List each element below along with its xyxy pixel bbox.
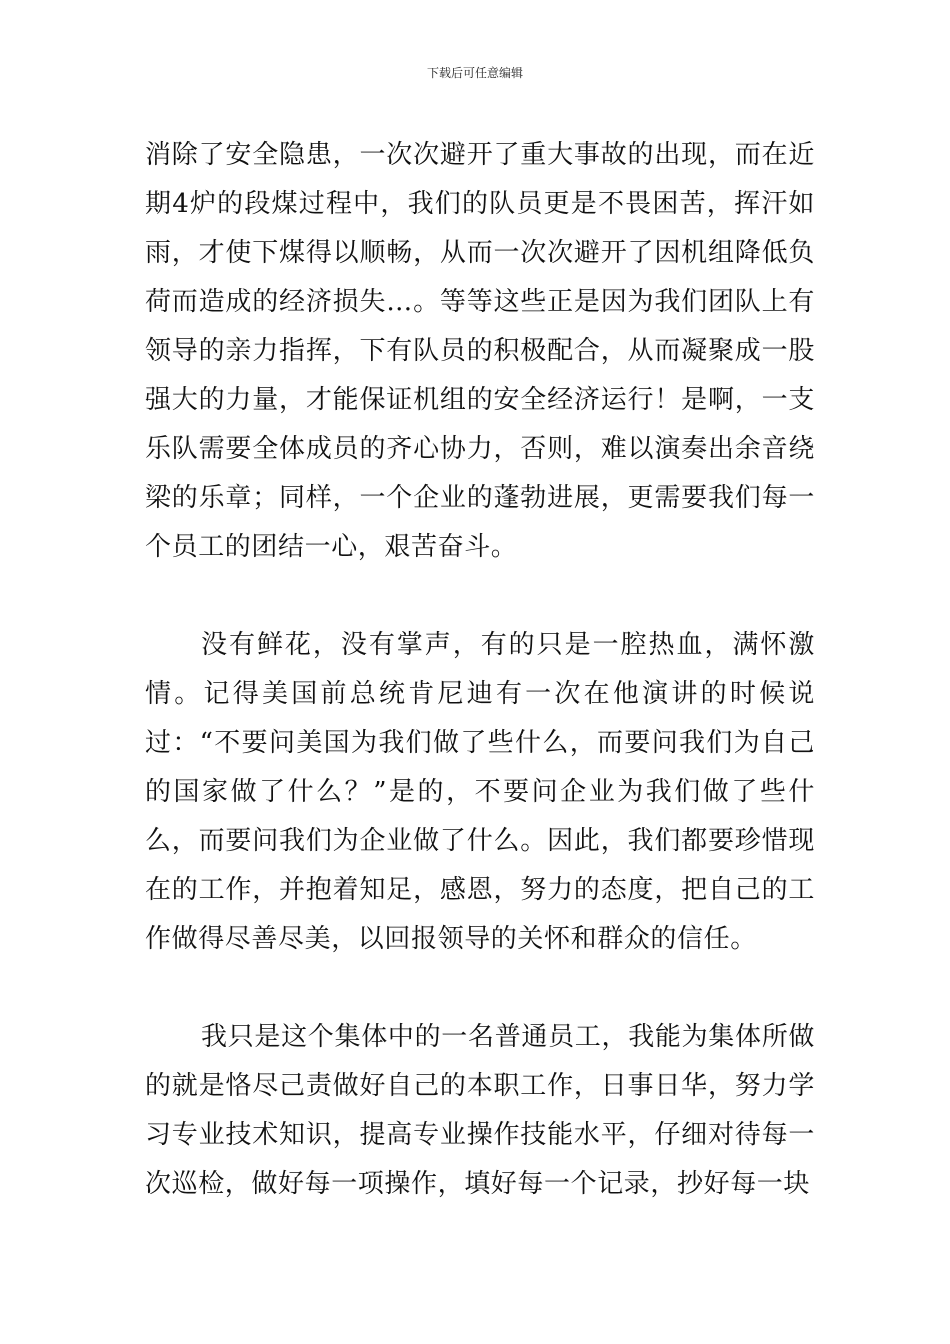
paragraph-spacer	[145, 964, 815, 1013]
document-body	[145, 131, 815, 1209]
paragraph-1: 消除了安全隐患，一次次避开了重大事故的出现，而在近期4炉的段煤过程中，我们的队员更是不畏困苦，挥汗如雨，才使下煤得以顺畅，从而一次次避开了因机组降低负荷而造成的经济损失…。等等这些正是因为我们团队上有领导的亲力指挥，下有队员的积极配合，从而凝聚成一股强大的力量，才能保证机组的安全经济运行！是啊，一支乐队需要全体成员的齐心协力，否则，难以演奏出余音绕梁的乐章；同样，一个企业的蓬勃进展，更需要我们每一个员工的团结一心，艰苦奋斗。	[145, 140, 815, 562]
paragraph-spacer	[145, 572, 815, 621]
page-header: 下载后可任意编辑	[426, 66, 523, 80]
paragraph-2: 没有鲜花，没有掌声，有的只是一腔热血，满怀激情。记得美国前总统肯尼迪有一次在他演讲的时候说过：“不要问美国为我们做了些什么，而要问我们为自己的国家做了什么？”是的，不要问企业为我们做了些什么，而要问我们为企业做了什么。因此，我们都要珍惜现在的工作，并抱着知足，感恩，努力的态度，把自己的工作做得尽善尽美，以回报领导的关怀和群众的信任。	[145, 630, 815, 954]
paragraph-3: 我只是这个集体中的一名普通员工，我能为集体所做的就是恪尽己责做好自己的本职工作，日事日华，努力学习专业技术知识，提高专业操作技能水平，仔细对待每一次巡检，做好每一项操作，填好每一个记录，抄好每一块	[145, 1022, 815, 1199]
